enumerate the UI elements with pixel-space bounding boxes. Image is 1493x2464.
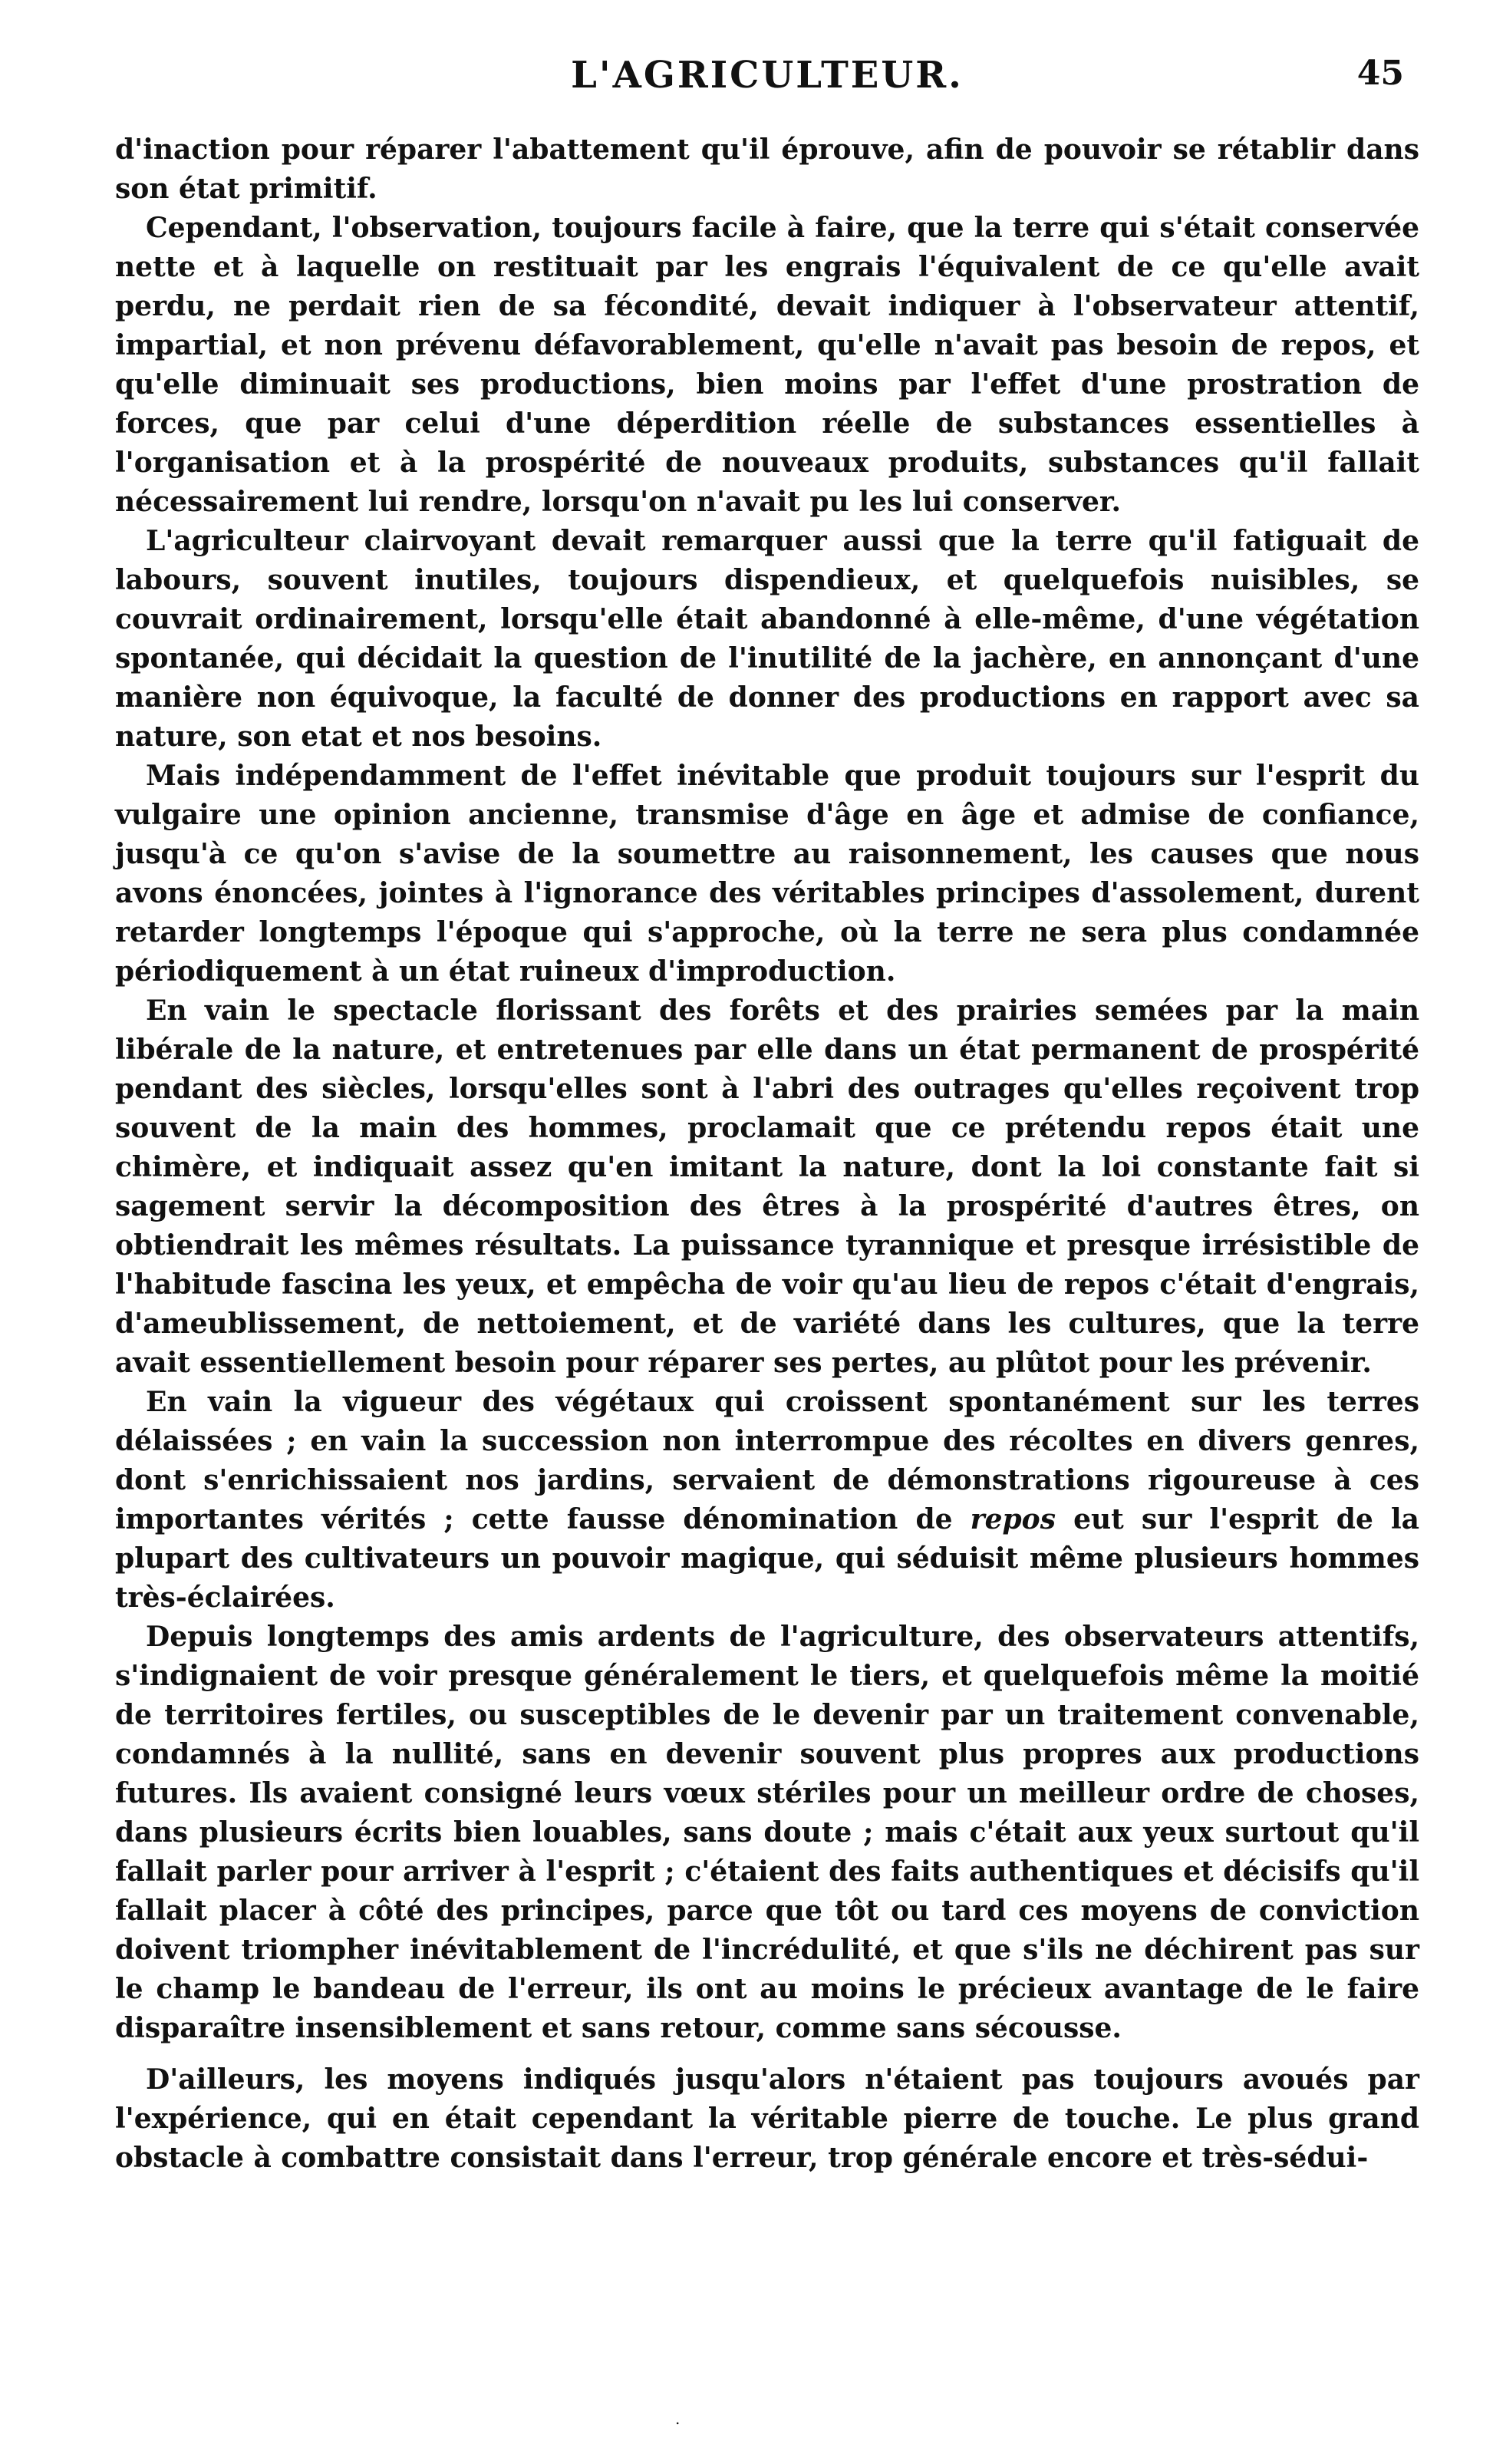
page-number: 45 bbox=[1356, 54, 1404, 93]
paragraph-continuation: d'inaction pour réparer l'abattement qu'il éprouve, afin de pouvoir se rétablir dans son état primitif. bbox=[115, 134, 1419, 205]
paragraph: Mais indépendamment de l'effet inévitable que produit toujours sur l'esprit du vulgaire une opinion ancienne, transmise d'âge en âge et admise de confiance, jusqu'à ce qu'on s'avise de la soumettre au raisonnement, les causes que nous avons énoncées, jointes à l'ignorance des véritables principes d'assolement, durent retarder longtemps l'époque qui s'approche, où la terre ne sera plus condamnée périodiquement à un état ruineux d'improduction. bbox=[115, 760, 1419, 988]
paragraph: Depuis longtemps des amis ardents de l'agriculture, des observateurs attentifs, s'indignaient de voir presque généralement le tiers, et quelquefois même la moitié de territoires fertiles, ou susceptibles de le devenir par un traitement convenable, condamnés à la nullité, sans en devenir souvent plus propres aux productions futures. Ils avaient consigné leurs vœux stériles pour un meilleur ordre de choses, dans plusieurs écrits bien louables, sans doute ; mais c'était aux yeux surtout qu'il fallait parler pour arriver à l'esprit ; c'étaient des faits authentiques et décisifs qu'il fallait placer à côté des principes, parce que tôt ou tard ces moyens de conviction doivent triompher inévitablement de l'incrédulité, et que s'ils ne déchirent pas sur le champ le bandeau de l'erreur, ils ont au moins le précieux avantage de le faire disparaître insensiblement et sans retour, comme sans sécousse. bbox=[115, 1621, 1419, 2044]
paragraph: D'ailleurs, les moyens indiqués jusqu'alors n'étaient pas toujours avoués par l'expérience, qui en était cependant la véritable pierre de touche. Le plus grand obstacle à combattre consistait dans l'erreur, trop générale encore et très-sédui- bbox=[115, 2063, 1419, 2174]
book-page bbox=[115, 54, 1419, 2178]
paragraph: Cependant, l'observation, toujours facile à faire, que la terre qui s'était conservée nette et à laquelle on restituait par les engrais l'équivalent de ce qu'elle avait perdu, ne perdait rien de sa fécondité, devait indiquer à l'observateur attentif, impartial, et non prévenu défavorablement, qu'elle n'avait pas besoin de repos, et qu'elle diminuait ses productions, bien moins par l'effet d'une prostration de forces, que par celui d'une déperdition réelle de substances essentielles à l'organisation et à la prospérité de nouveaux produits, substances qu'il fallait nécessairement lui rendre, lorsqu'on n'avait pu les lui conserver. bbox=[115, 212, 1419, 518]
footer-mark: . bbox=[675, 2410, 681, 2428]
paragraph-text-after: eut sur l'esprit de la plupart des cultivateurs un pouvoir magique, qui séduisit même plusieurs hommes très-éclairées. bbox=[115, 1503, 1419, 1614]
emphasized-word: repos bbox=[970, 1503, 1056, 1535]
paragraph: En vain le spectacle florissant des forêts et des prairies semées par la main libérale de la nature, et entretenues par elle dans un état permanent de prospérité pendant des siècles, lorsqu'elles sont à l'abri des outrages qu'elles reçoivent trop souvent de la main des hommes, proclamait que ce prétendu repos était une chimère, et indiquait assez qu'en imitant la nature, dont la loi constante fait si sagement servir la décomposition des êtres à la prospérité d'autres êtres, on obtiendrait les mêmes résultats. La puissance tyrannique et presque irrésistible de l'habitude fascina les yeux, et empêcha de voir qu'au lieu de repos c'était d'engrais, d'ameublissement, de nettoiement, et de variété dans les cultures, que la terre avait essentiellement besoin pour réparer ses pertes, au plûtot pour les prévenir. bbox=[115, 995, 1419, 1379]
page-header bbox=[115, 54, 1419, 130]
running-title: L'AGRICULTEUR. bbox=[571, 54, 964, 97]
paragraph: L'agriculteur clairvoyant devait remarquer aussi que la terre qu'il fatiguait de labours, souvent inutiles, toujours dispendieux, et quelquefois nuisibles, se couvrait ordinairement, lorsqu'elle était abandonné à elle-même, d'une végétation spontanée, qui décidait la question de l'inutilité de la jachère, en annonçant d'une manière non équivoque, la faculté de donner des productions en rapport avec sa nature, son etat et nos besoins. bbox=[115, 525, 1419, 753]
paragraph-with-emphasis bbox=[115, 1383, 1419, 1618]
body-text bbox=[115, 130, 1419, 2178]
paragraph-text-before: En vain la vigueur des végétaux qui croissent spontanément sur les terres délaissées ; en vain la succession non interrompue des récoltes en divers genres, dont s'enrichissaient nos jardins, servaient de démonstrations rigoureuse à ces importantes vérités ; cette fausse dénomination de bbox=[115, 1386, 1419, 1535]
